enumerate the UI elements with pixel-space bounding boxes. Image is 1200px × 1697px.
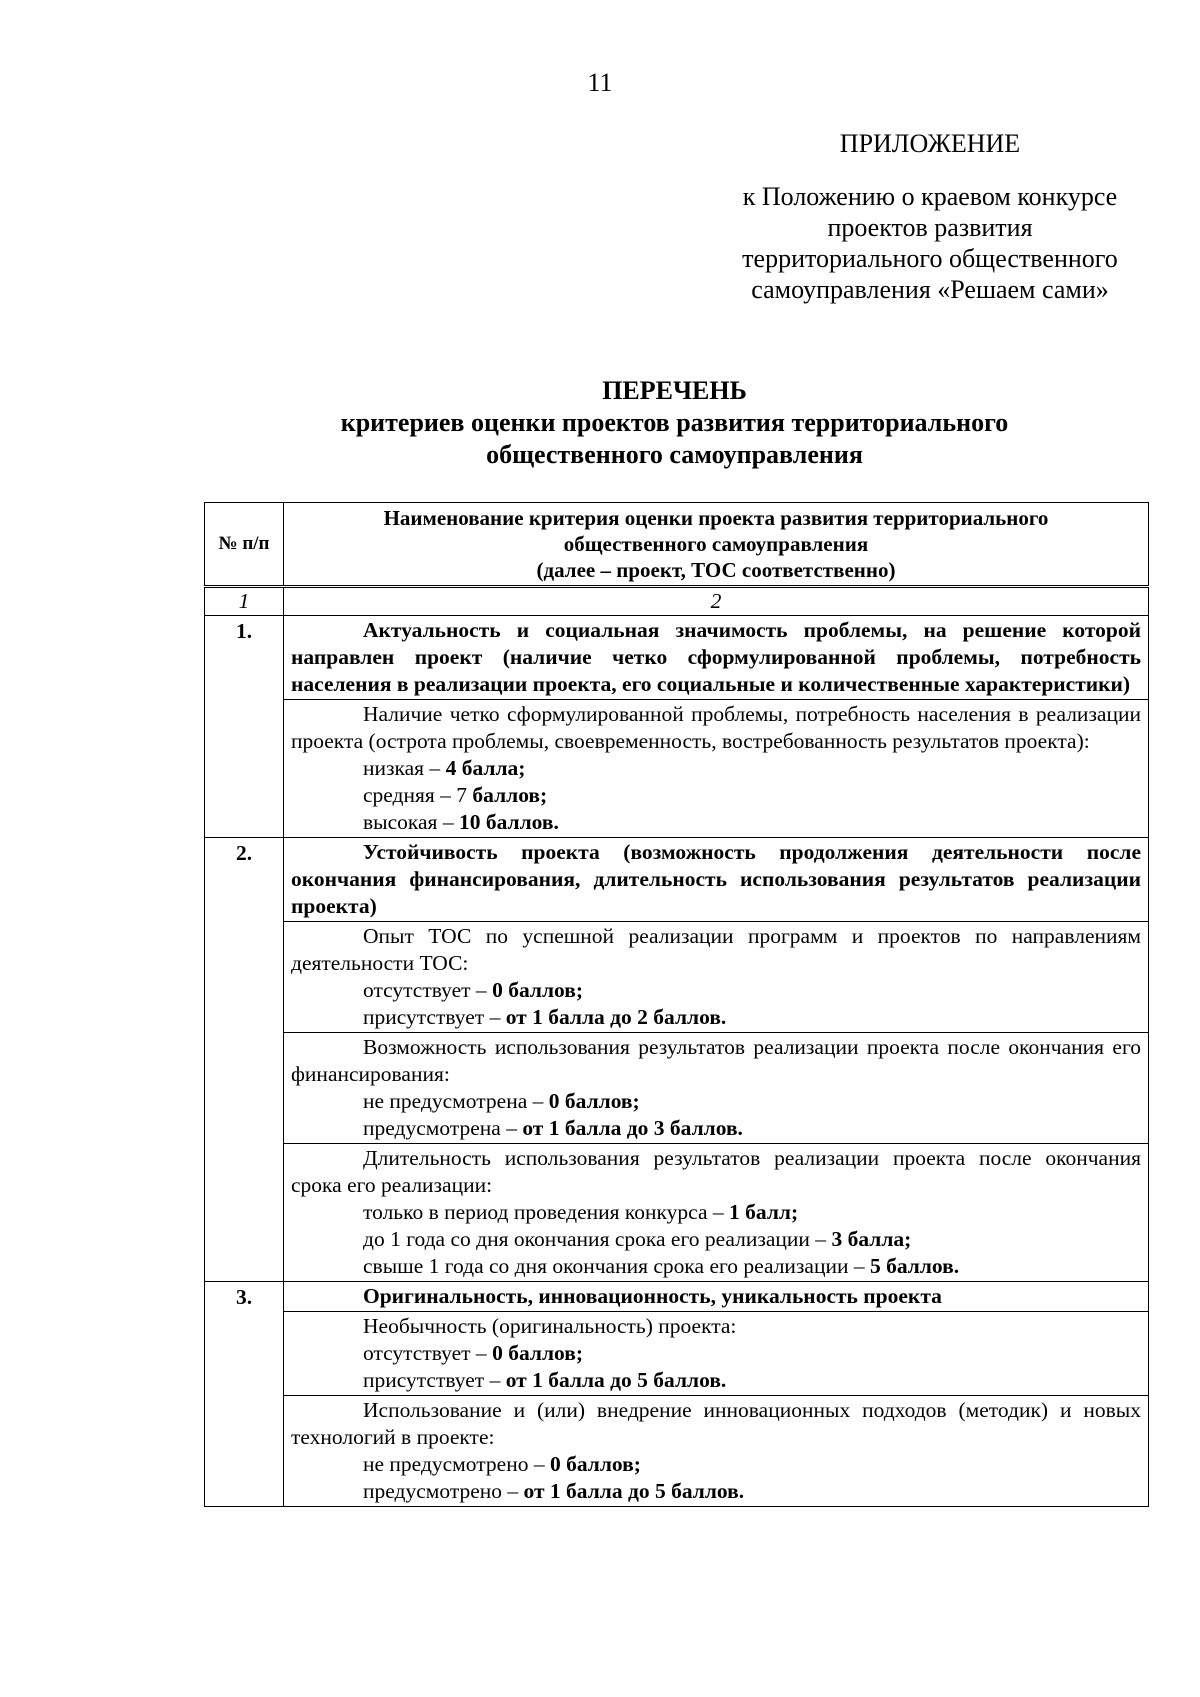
score-option-label: отсутствует – (363, 978, 493, 1002)
subcriterion-row (205, 1312, 1149, 1396)
score-value: от 1 балла до 5 баллов. (523, 1479, 745, 1503)
criterion-number: 1. (205, 616, 284, 838)
score-option-label: только в период проведения конкурса – (363, 1200, 730, 1224)
subcriterion-cell (284, 700, 1149, 838)
score-value: 1 балл; (729, 1200, 799, 1224)
subcriterion-text: Длительность использования результатов реализации проекта после окончания срока его реализации: (291, 1146, 1141, 1197)
score-option-label: присутствует – (363, 1005, 506, 1029)
score-option (291, 809, 1141, 836)
page-number: 11 (587, 68, 613, 97)
subcriterion-cell (284, 1312, 1149, 1396)
score-value: от 1 балла до 3 баллов. (522, 1116, 743, 1140)
criterion-number: 2. (205, 838, 284, 1282)
table-header-row (205, 503, 1149, 587)
score-value: 4 балла; (445, 756, 526, 780)
score-value: 0 баллов; (549, 1452, 641, 1476)
appendix-block (715, 128, 1145, 305)
criterion-row (205, 1282, 1149, 1312)
score-option (291, 1367, 1141, 1394)
score-option (291, 1004, 1141, 1031)
criterion-title: Оригинальность, инновационность, уникальность проекта (284, 1282, 1149, 1312)
score-option-label: предусмотрено – (363, 1479, 524, 1503)
criterion-row (205, 838, 1149, 922)
subcriterion-text: Использование и (или) внедрение инновационных подходов (методик) и новых технологий в проекте: (291, 1398, 1141, 1449)
score-option-label: высокая – (363, 810, 459, 834)
column-number-cell: 2 (284, 587, 1149, 616)
document-title-line: критериев оценки проектов развития территориального (340, 408, 1009, 437)
column-number-cell: 1 (205, 587, 284, 616)
subcriterion-cell (284, 1033, 1149, 1144)
header-name-cell (284, 503, 1149, 587)
subcriterion-text: Необычность (оригинальность) проекта: (363, 1314, 737, 1338)
document-title-line: ПЕРЕЧЕНЬ (602, 376, 747, 405)
score-option (291, 977, 1141, 1004)
score-value: 0 баллов; (492, 1341, 583, 1365)
score-option (291, 1253, 1141, 1280)
subcriterion-cell (284, 1396, 1149, 1507)
subcriterion-text: Опыт ТОС по успешной реализации программ и проектов по направлениям деятельности ТОС: (291, 924, 1141, 975)
subcriterion-text: Наличие четко сформулированной проблемы, потребность населения в реализации проекта (острота проблемы, своевременность, востребованность результатов проекта): (291, 702, 1141, 753)
score-value: 3 балла; (831, 1227, 912, 1251)
subcriterion-text: Возможность использования результатов реализации проекта после окончания его финансирования: (291, 1035, 1141, 1086)
score-value: 10 баллов. (458, 810, 559, 834)
document-title (204, 375, 1145, 471)
score-option-label: не предусмотрено – (363, 1452, 550, 1476)
score-option (291, 1199, 1141, 1226)
score-option-label: присутствует – (363, 1368, 506, 1392)
header-name-line: (далее – проект, ТОС соответственно) (536, 558, 896, 582)
score-option-label: до 1 года со дня окончания срока его реализации – (363, 1227, 832, 1251)
header-name-line: общественного самоуправления (563, 532, 869, 556)
criterion-title: Устойчивость проекта (возможность продолжения деятельности после окончания финансирования, длительность использования результатов реализации проекта) (284, 838, 1149, 922)
appendix-title: ПРИЛОЖЕНИЕ (839, 129, 1021, 158)
score-value: 0 баллов; (492, 978, 583, 1002)
criteria-table (204, 502, 1149, 1507)
score-option-label: не предусмотрена – (363, 1089, 549, 1113)
header-name-line: Наименование критерия оценки проекта развития территориального (383, 506, 1049, 530)
score-value: от 1 балла до 2 баллов. (505, 1005, 727, 1029)
subcriterion-cell (284, 1144, 1149, 1282)
column-number-row (205, 587, 1149, 616)
score-option (291, 1226, 1141, 1253)
score-value: от 1 балла до 5 баллов. (505, 1368, 727, 1392)
subcriterion-row (205, 1144, 1149, 1282)
score-option (291, 755, 1141, 782)
appendix-line: самоуправления «Решаем сами» (751, 275, 1109, 304)
score-option (291, 1115, 1141, 1142)
score-option-label: предусмотрена – (363, 1116, 523, 1140)
score-option-label: отсутствует – (363, 1341, 493, 1365)
subcriterion-cell (284, 922, 1149, 1033)
score-option (291, 1478, 1141, 1505)
criterion-title: Актуальность и социальная значимость проблемы, на решение которой направлен проект (наличие четко сформулированной проблемы, потребность населения в реализации проекта, его социальные и количественные характеристики) (284, 616, 1149, 700)
appendix-line: территориального общественного (742, 244, 1118, 273)
score-option (291, 1088, 1141, 1115)
subcriterion-row (205, 700, 1149, 838)
score-option (291, 782, 1141, 809)
criterion-number: 3. (205, 1282, 284, 1507)
header-number-cell: № п/п (205, 503, 284, 587)
score-value: 0 баллов; (548, 1089, 640, 1113)
score-option (291, 1451, 1141, 1478)
criteria-table-wrapper (204, 502, 1148, 1507)
subcriterion-row (205, 1396, 1149, 1507)
score-value: баллов; (472, 783, 548, 807)
document-title-line: общественного самоуправления (486, 440, 863, 469)
appendix-line: проектов развития (827, 213, 1033, 242)
appendix-line: к Положению о краевом конкурсе (742, 182, 1118, 211)
score-option-label: свыше 1 года со дня окончания срока его реализации – (363, 1254, 870, 1278)
score-option-label: средняя – 7 (363, 783, 473, 807)
score-value: 5 баллов. (869, 1254, 960, 1278)
criterion-row (205, 616, 1149, 700)
score-option (291, 1340, 1141, 1367)
subcriterion-row (205, 1033, 1149, 1144)
score-option-label: низкая – (363, 756, 446, 780)
subcriterion-row (205, 922, 1149, 1033)
